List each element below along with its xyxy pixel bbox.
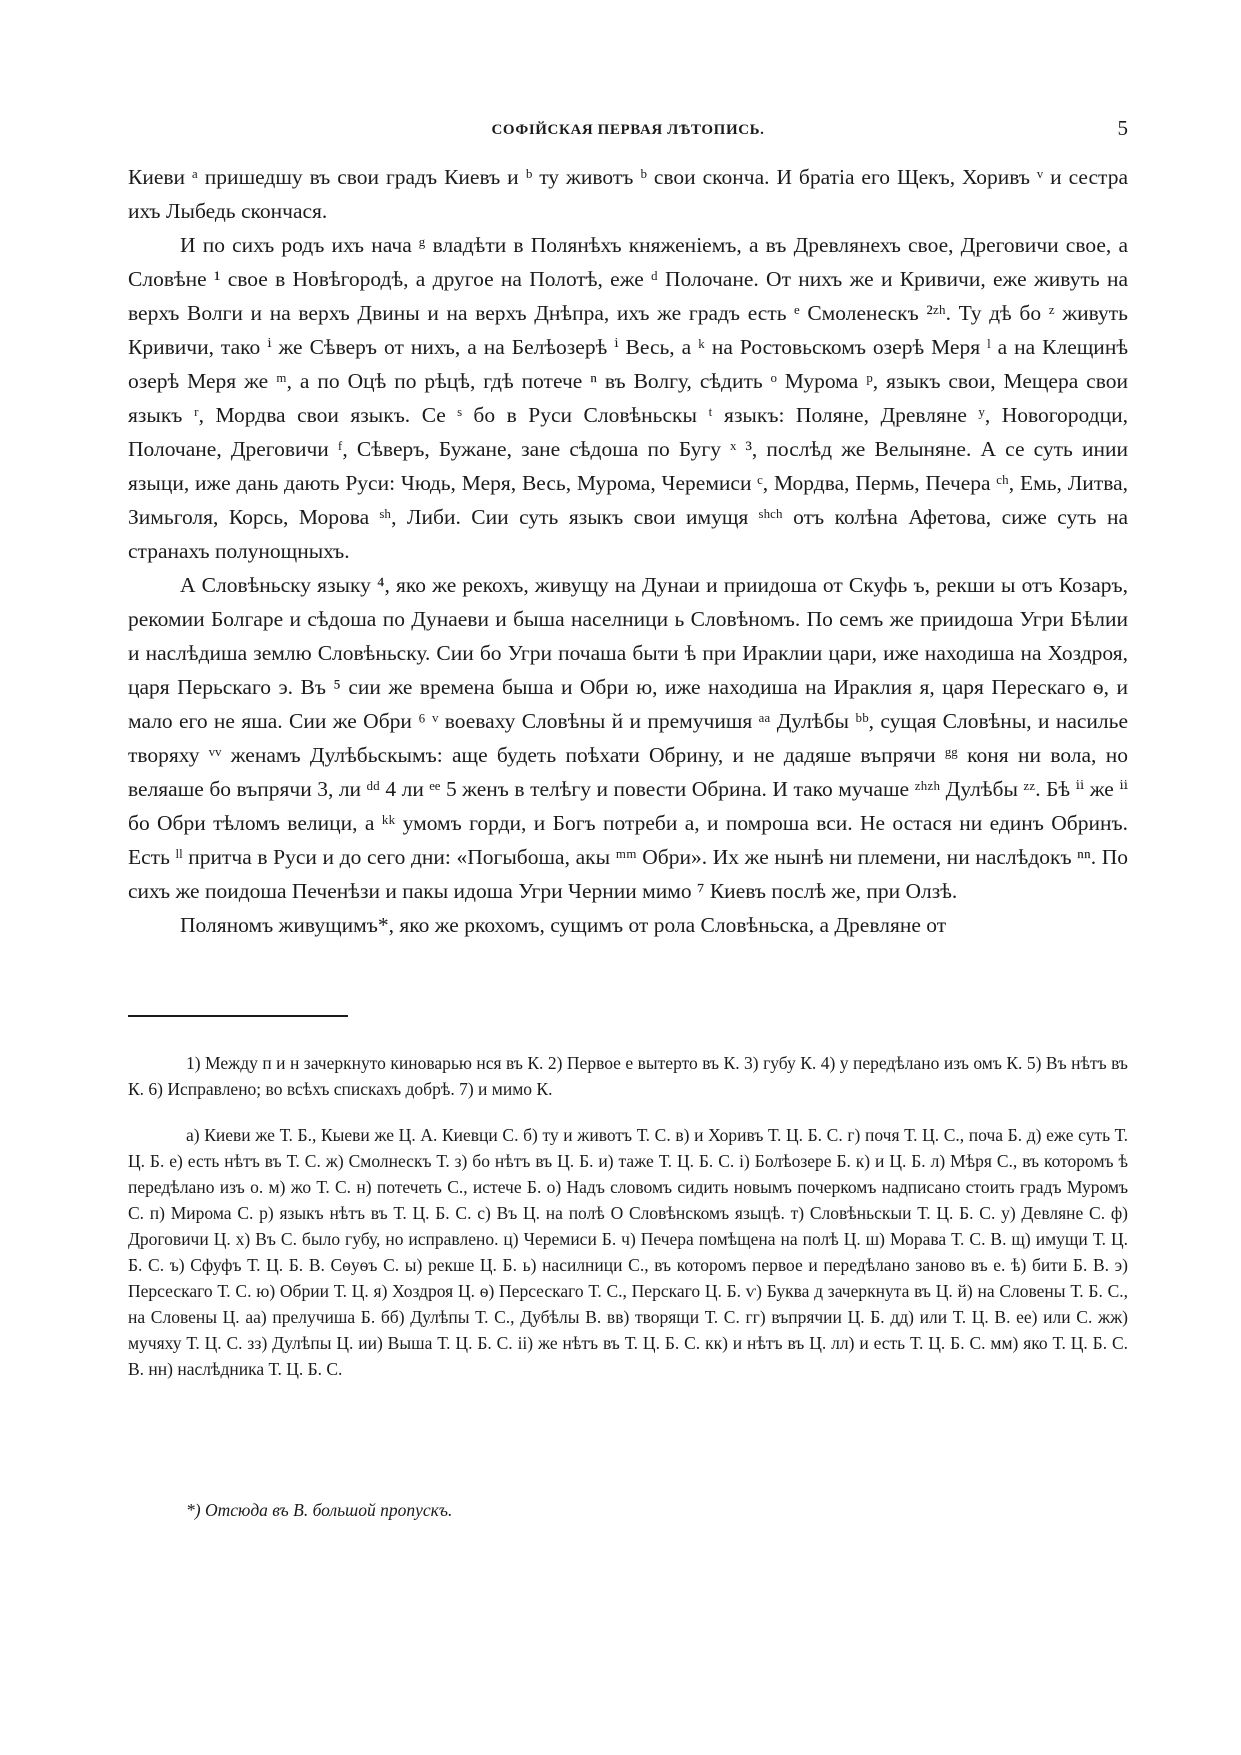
- page-number: 5: [1117, 116, 1128, 140]
- paragraph-1: Киеви ᵃ пришедшу въ свои градъ Киевъ и ᵇ ту животъ ᵇ свои скончa. И братіа его Щекъ, Хоривъ ᵛ и сестра ихъ Лыбедь скончася.: [128, 165, 1128, 223]
- page-title: СОФІЙСКАЯ ПЕРВАЯ ЛѢТОПИСЬ.: [491, 122, 765, 138]
- main-text: [128, 160, 1128, 942]
- paragraph-3: А Словѣньску языку ⁴, яко же рекохъ, живущу на Дунаи и приидоша от Скуфь ъ, рекши ы отъ Козаръ, рекомии Болгаре и сѣдоша по Дунаеви и быша населници ь Словѣномъ. По семъ же приидоша Угри Бѣлии и наслѣдиша землю Словѣньску. Сии бо Угри почаша быти ѣ при Ираклии цари, иже находиша на Хоздроя, царя Перьскаго э. Въ ⁵ сии же времена быша и Обри ю, иже находиша на Ираклия я, царя Перескаго ѳ, и мало его не яша. Сии же Обри ⁶ ᵛ воеваху Словѣны й и премучишя ᵃᵃ Дулѣбы ᵇᵇ, сущая Словѣны, и насилье творяху ᵛᵛ женамъ Дулѣбьскымъ: аще будеть поѣхати Обрину, и не дадяше въпрячи ᵍᵍ коня ни вола, но веляаше бо въпрячи 3, ли ᵈᵈ 4 ли ᵉᵉ 5 женъ в телѣгу и повести Обрина. И тако мучаше ᶻʰᶻʰ Дулѣбы ᶻᶻ. Бѣ ⁱⁱ же ⁱⁱ бо Обри тѣломъ велици, а ᵏᵏ умомъ горди, и Богъ потреби а, и помроша вси. Не остася ни единъ Обринъ. Есть ˡˡ притча в Руси и до сего дни: «Погыбоша, акы ᵐᵐ Обри». Их же нынѣ ни племени, ни наслѣдокъ ⁿⁿ. По сихъ же поидоша Печенѣзи и пакы идоша Угри Чернии мимо ⁷ Киевъ послѣ же, при Олзѣ.: [128, 573, 1128, 903]
- paragraph-4: Поляномъ живущимъ*, яко же ркохомъ, сущимъ от рола Словѣньска, а Древляне от: [180, 913, 947, 937]
- paragraph-2: И по сихъ родъ ихъ нача ᵍ владѣти в Полянѣхъ княженіемъ, а въ Древлянехъ свое, Дреговичи свое, а Словѣне ¹ свое в Новѣгородѣ, а другое на Полотѣ, еже ᵈ Полочане. От нихъ же и Кривичи, еже живуть на верхъ Волги и на верхъ Двины и на верхъ Днѣпра, ихъ же градъ есть ᵉ Смоленескъ ²ᶻʰ. Ту дѣ бо ᶻ живуть Кривичи, тако ⁱ же Сѣверъ от нихъ, а на Белѣозерѣ ⁱ Весь, а ᵏ на Ростовьскомъ озерѣ Меря ˡ а на Клещинѣ озерѣ Меря же ᵐ, а по Оцѣ по рѣцѣ, гдѣ потече ⁿ въ Волгу, сѣдить ᵒ Мурома ᵖ, языкъ свои, Мещера свои языкъ ʳ, Мордва свои языкъ. Се ˢ бо в Руси Словѣньскы ᵗ языкъ: Поляне, Древляне ʸ, Новогородци, Полочане, Дреговичи ᶠ, Сѣверъ, Бужане, зане сѣдоша по Бугу ˣ ³, послѣд же Велыняне. А се суть инии языци, иже дань дають Руси: Чюдь, Меря, Весь, Мурома, Черемиси ᶜ, Мордва, Пермь, Печера ᶜʰ, Емь, Литва, Зимьголя, Корсь, Морова ˢʰ, Либи. Сии суть языкъ свои имущя ˢʰᶜʰ отъ колѣна Афетова, сиже суть на странахъ полунощныхъ.: [128, 233, 1128, 563]
- asterisk-footnote: [128, 1497, 1128, 1523]
- running-header: [128, 116, 1128, 146]
- lettered-notes-text: а) Киеви же Т. Б., Кыеви же Ц. А. Киевци С. б) ту и животъ Т. С. в) и Хоривъ Т. Ц. Б. С. г) почя Т. Ц. С., поча Б. д) еже суть Т. Ц. Б. е) есть нѣтъ въ Т. С. ж) Смолнескъ Т. з) бо нѣтъ въ Ц. Б. и) таже Т. Ц. Б. С. і) Болѣозере Б. к) и Ц. Б. л) Мѣря С., въ которомъ ѣ передѣлано изъ о. м) жо Т. С. н) потечеть С., истече Б. о) Надъ словомъ сидить новымъ почеркомъ надписано стоить градъ Муромъ С. п) Мирома С. р) языкъ нѣтъ въ Т. Ц. Б. С. с) Въ Ц. на полѣ О Словѣнскомъ языцѣ. т) Словѣньскыи Т. Ц. Б. С. у) Девляне С. ф) Дроговичи Ц. х) Въ С. было губу, но исправлено. ц) Черемиси Б. ч) Печера помѣщена на полѣ Ц. ш) Морава Т. С. В. щ) имущи Т. Ц. Б. С. ъ) Сфуфъ Т. Ц. Б. В. Сѳуѳъ С. ы) рекше Ц. Б. ь) насилници С., въ которомъ первое и передѣлано заново въ е. ѣ) бити Б. В. э) Персескаго Т. С. ю) Обрии Т. Ц. я) Хоздроя Ц. ѳ) Персескаго Т. С., Перскаго Ц. Б. ѵ) Буква д зачеркнута въ Ц. й) на Словены Т. Б. С., на Словены Ц. аа) прелучиша Б. бб) Дулѣпы Т. С., Дубѣлы В. вв) творящи Т. С. гг) въпрячии Ц. Б. дд) или Т. Ц. В. ее) или С. жж) мучяху Т. Ц. С. зз) Дулѣпы Ц. ии) Выша Т. Ц. Б. С. іі) же нѣтъ въ Т. Ц. Б. С. кк) и нѣтъ въ Ц. лл) и есть Т. Ц. Б. С. мм) яко Т. Ц. Б. С. В. нн) наслѣдника Т. Ц. Б. С.: [128, 1125, 1128, 1379]
- lettered-variant-notes: [128, 1122, 1128, 1382]
- numbered-footnotes-text: 1) Между п и н зачеркнуто киноварью нся въ К. 2) Первое е вытерто въ К. 3) губу К. 4) у передѣлано изъ омъ К. 5) Въ нѣтъ въ К. 6) Исправлено; во всѣхъ спискахъ добрѣ. 7) и мимо К.: [128, 1053, 1128, 1099]
- numbered-footnotes: [128, 1050, 1128, 1102]
- footnote-divider: [128, 1015, 348, 1017]
- asterisk-footnote-text: *) Отсюда въ В. большой пропускъ.: [186, 1500, 453, 1520]
